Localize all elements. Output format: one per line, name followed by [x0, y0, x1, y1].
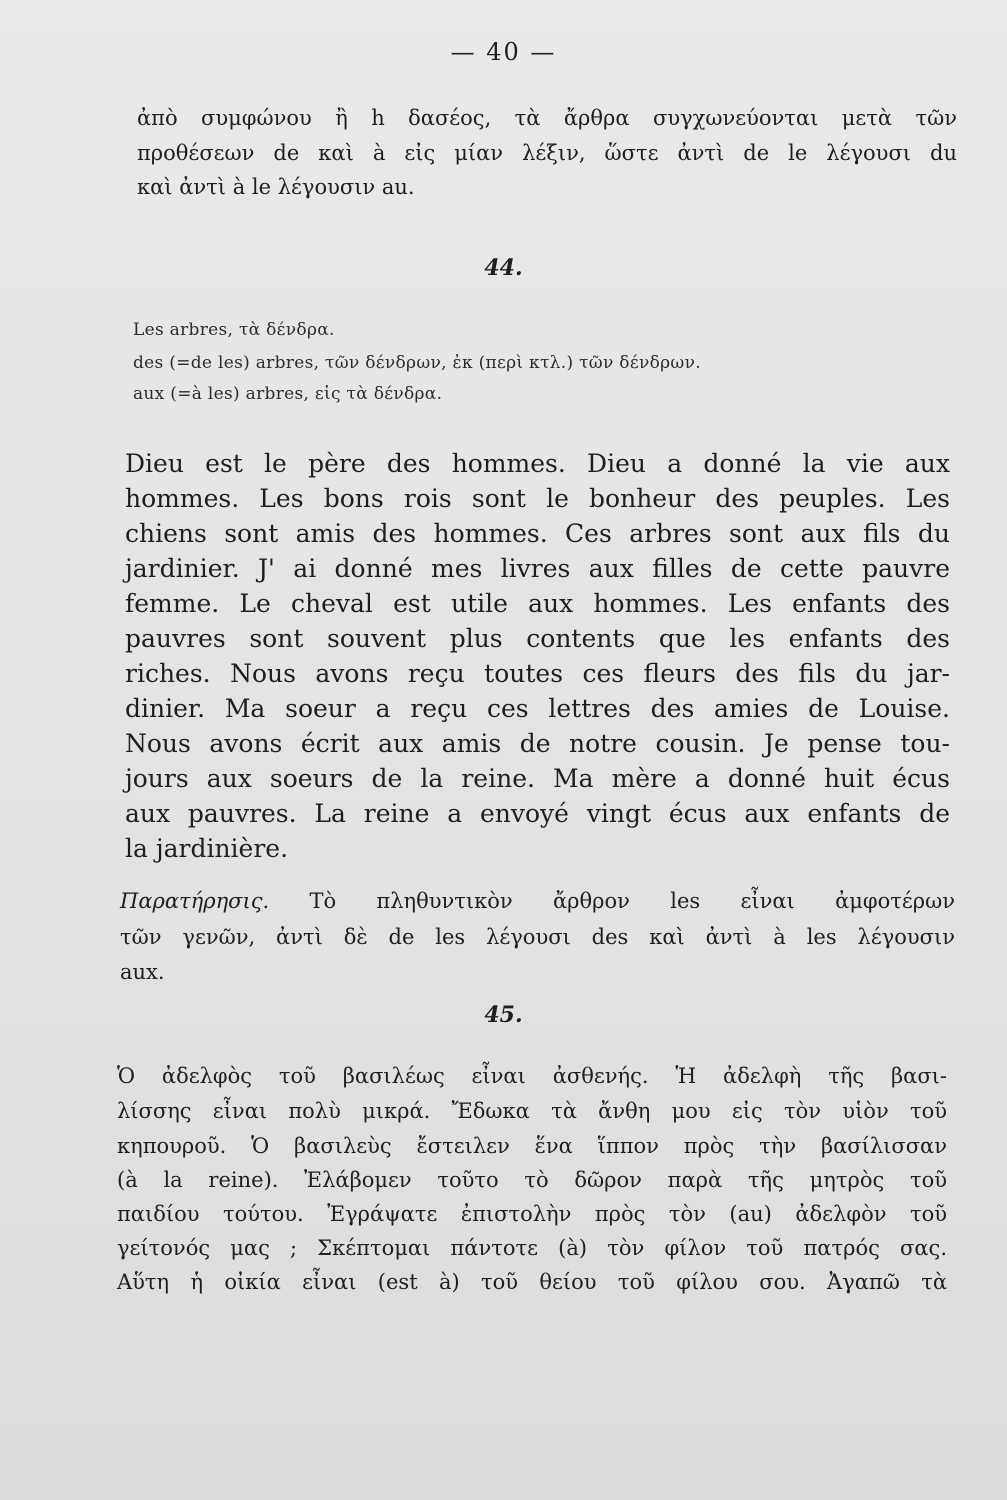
section-number-45: 45.: [484, 1002, 523, 1028]
exercise-line: riches. Nous avons reçu toutes ces fleurs des fils du jar-: [125, 659, 950, 688]
example-line: Les arbres, τὰ δένδρα.: [133, 320, 335, 340]
exercise-line: hommes. Les bons rois sont le bonheur des peuples. Les: [125, 484, 950, 513]
intro-line: καὶ ἀντὶ à le λέγουσιν au.: [137, 175, 415, 199]
exercise-line: dinier. Ma soeur a reçu ces lettres des amies de Louise.: [125, 694, 950, 723]
intro-line: ἀπὸ συμφώνου ἢ h δασέος, τὰ ἄρθρα συγχωνεύονται μετὰ τῶν: [137, 106, 957, 130]
section-number-44: 44.: [484, 255, 523, 281]
example-line: aux (=à les) arbres, εἰς τὰ δένδρα.: [133, 384, 443, 404]
exercise-line: jours aux soeurs de la reine. Ma mère a donné huit écus: [125, 764, 950, 793]
exercise-line: femme. Le cheval est utile aux hommes. Les enfants des: [125, 589, 950, 618]
note-label: Παρατήρησις.: [120, 889, 270, 913]
note-text: Τὸ πληθυντικὸν ἄρθρον les εἶναι ἀμφοτέρων: [309, 889, 955, 913]
note-line: aux.: [120, 960, 165, 984]
exercise-line: la jardinière.: [125, 834, 289, 863]
greek-exercise-line: (à la reine). Ἐλάβομεν τοῦτο τὸ δῶρον παρὰ τῆς μητρὸς τοῦ: [117, 1168, 947, 1192]
exercise-line: Nous avons écrit aux amis de notre cousin. Je pense tou-: [125, 729, 950, 758]
example-line: des (=de les) arbres, τῶν δένδρων, ἐκ (περὶ κτλ.) τῶν δένδρων.: [133, 353, 701, 373]
intro-line: προθέσεων de καὶ à εἰς μίαν λέξιν, ὥστε ἀντὶ de le λέγουσι du: [137, 141, 957, 165]
page-number: — 40 —: [450, 38, 557, 66]
exercise-line: chiens sont amis des hommes. Ces arbres sont aux fils du: [125, 519, 950, 548]
exercise-line: pauvres sont souvent plus contents que les enfants des: [125, 624, 950, 653]
exercise-line: aux pauvres. La reine a envoyé vingt écus aux enfants de: [125, 799, 950, 828]
exercise-line: Dieu est le père des hommes. Dieu a donné la vie aux: [125, 449, 950, 478]
note-line: τῶν γενῶν, ἀντὶ δὲ de les λέγουσι des καὶ ἀντὶ à les λέγουσιν: [120, 925, 955, 949]
note-line: [120, 891, 955, 912]
greek-exercise-line: Ὁ ἀδελφὸς τοῦ βασιλέως εἶναι ἀσθενής. Ἡ ἀδελφὴ τῆς βασι-: [117, 1064, 947, 1088]
greek-exercise-line: Αὕτη ἡ οἰκία εἶναι (est à) τοῦ θείου τοῦ φίλου σου. Ἀγαπῶ τὰ: [117, 1270, 947, 1294]
exercise-line: jardinier. J' ai donné mes livres aux filles de cette pauvre: [125, 554, 950, 583]
greek-exercise-line: κηπουροῦ. Ὁ βασιλεὺς ἔστειλεν ἕνα ἵππον πρὸς τὴν βασίλισσαν: [117, 1134, 947, 1158]
greek-exercise-line: λίσσης εἶναι πολὺ μικρά. Ἔδωκα τὰ ἄνθη μου εἰς τὸν υἱὸν τοῦ: [117, 1099, 947, 1123]
greek-exercise-line: παιδίου τούτου. Ἐγράψατε ἐπιστολὴν πρὸς τὸν (au) ἀδελφὸν τοῦ: [117, 1202, 947, 1226]
greek-exercise-line: γείτονός μας ; Σκέπτομαι πάντοτε (à) τὸν φίλον τοῦ πατρός σας.: [117, 1236, 947, 1260]
